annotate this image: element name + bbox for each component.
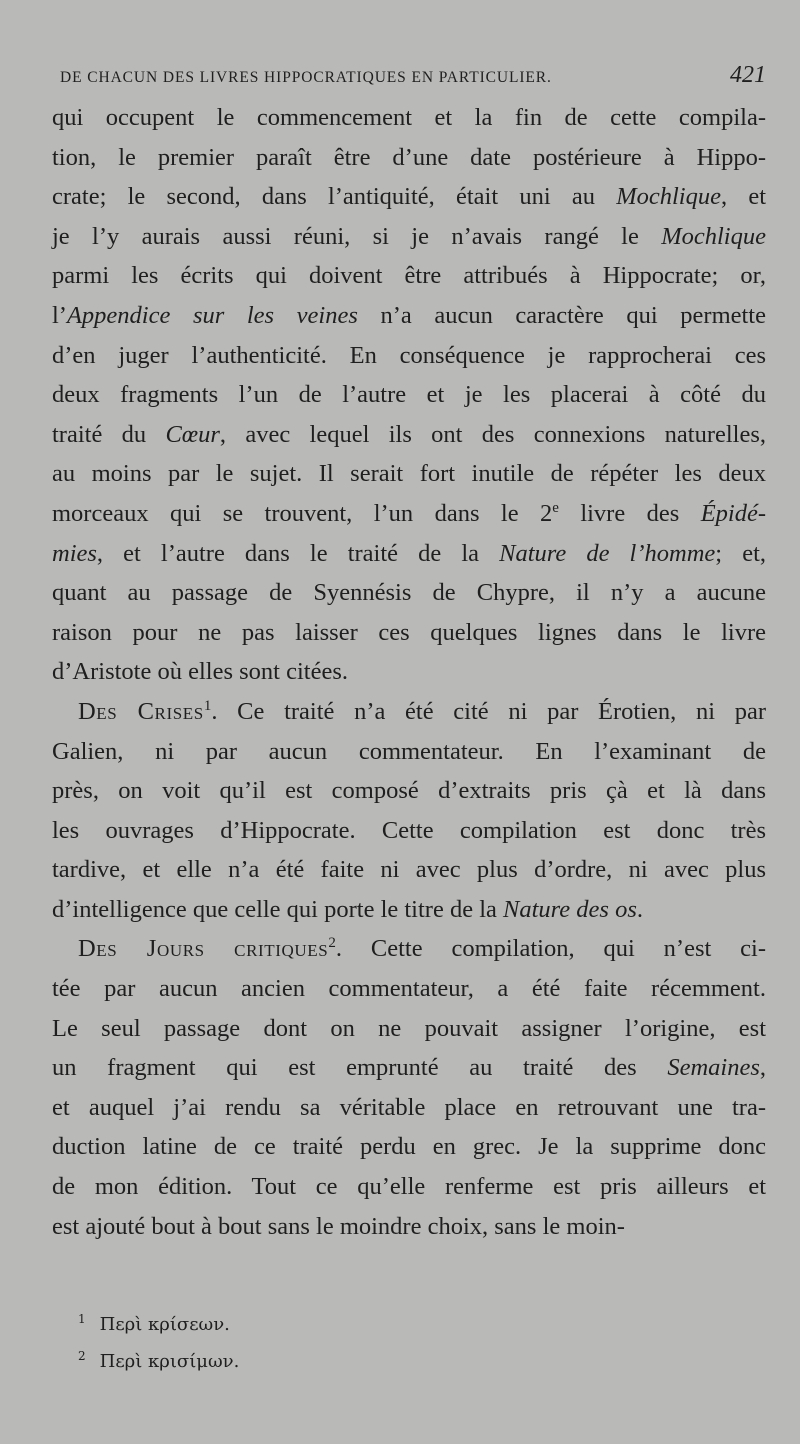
text-line — [52, 613, 766, 653]
text-run: un fragment qui est emprunté au traité des — [52, 1054, 668, 1082]
text-run: morceaux qui se trouvent, l’un dans le 2 — [52, 499, 553, 527]
text-line — [52, 177, 766, 217]
italic-text: mies — [52, 539, 97, 567]
text-run: parmi les écrits qui doivent être attribués à Hippocrate; or, — [52, 262, 766, 290]
text-line — [52, 415, 766, 455]
text-run: . — [636, 895, 643, 923]
italic-text: Semaines — [667, 1054, 760, 1082]
italic-text: Nature des os — [503, 895, 637, 923]
text-line — [52, 1167, 766, 1207]
text-run: tion, le premier paraît être d’une date postérieure à Hippo- — [52, 143, 766, 171]
text-line — [52, 138, 766, 178]
text-line — [52, 336, 766, 376]
text-line — [52, 1207, 766, 1247]
page-number: 421 — [730, 62, 766, 88]
text-line — [52, 1009, 766, 1049]
footnote-text: Περὶ κρισίμων. — [99, 1351, 240, 1372]
footnote — [78, 1306, 478, 1343]
superscript: 1 — [203, 697, 212, 714]
text-line — [52, 929, 766, 969]
text-run: deux fragments l’un de l’autre et je les placerai à côté du — [52, 381, 766, 409]
page-header — [60, 62, 766, 92]
body-text — [52, 98, 766, 1246]
running-head: DE CHACUN DES LIVRES HIPPOCRATIQUES EN PARTICULIER. — [60, 69, 552, 86]
text-line — [52, 692, 766, 732]
text-run: ; et, — [715, 539, 766, 567]
text-line — [52, 1048, 766, 1088]
text-run: Le seul passage dont on ne pouvait assigner l’origine, est — [52, 1014, 766, 1042]
superscript: 2 — [328, 935, 336, 952]
text-run: de mon édition. Tout ce qu’elle renferme est pris ailleurs et — [52, 1173, 766, 1201]
paragraph — [52, 692, 766, 930]
italic-text: Appendice sur les veines — [66, 301, 358, 329]
text-line — [52, 1088, 766, 1128]
text-line — [52, 1127, 766, 1167]
text-run: l’ — [52, 301, 67, 329]
text-line — [52, 850, 766, 890]
paragraph — [52, 98, 766, 692]
italic-text: Nature de l’homme — [499, 539, 716, 567]
footnote-mark: 1 — [78, 1312, 86, 1326]
text-line — [52, 98, 766, 138]
text-run: je l’y aurais aussi réuni, si je n’avais rangé le — [52, 222, 662, 250]
text-run: et auquel j’ai rendu sa véritable place en retrouvant une tra- — [52, 1093, 766, 1121]
superscript: e — [552, 499, 559, 516]
text-run: n’a aucun caractère qui permette — [357, 301, 766, 329]
text-line — [52, 573, 766, 613]
text-run: crate; le second, dans l’antiquité, était uni au — [52, 183, 617, 211]
text-line — [52, 256, 766, 296]
text-run: quant au passage de Syennésis de Chypre, il n’y a aucune — [52, 579, 766, 607]
text-line — [52, 534, 766, 574]
text-run: traité du — [52, 420, 166, 448]
text-line — [52, 217, 766, 257]
section-heading: Des Crises — [78, 697, 204, 725]
text-run: raison pour ne pas laisser ces quelques lignes dans le livre — [52, 618, 766, 646]
text-line — [52, 652, 766, 692]
text-run: . Ce traité n’a été cité ni par Érotien, ni par — [211, 697, 766, 725]
text-line — [52, 890, 766, 930]
text-run: d’intelligence que celle qui porte le titre de la — [52, 895, 504, 923]
text-run: est ajouté bout à bout sans le moindre choix, sans le moin- — [52, 1212, 625, 1240]
footnote-mark: 2 — [78, 1349, 86, 1363]
text-run: qui occupent le commencement et la fin de cette compila- — [52, 104, 766, 131]
text-run: d’Aristote où elles sont citées. — [52, 658, 348, 686]
footnotes — [78, 1306, 478, 1380]
text-run: près, on voit qu’il est composé d’extraits pris çà et là dans — [52, 777, 766, 805]
text-line — [52, 494, 766, 534]
text-line — [52, 375, 766, 415]
italic-text: Mochlique — [661, 222, 766, 250]
section-heading: Des Jours critiques — [78, 935, 329, 963]
paragraph — [52, 929, 766, 1246]
text-run: , — [759, 1054, 766, 1082]
text-run: tardive, et elle n’a été faite ni avec plus d’ordre, ni avec plus — [52, 856, 766, 884]
text-run: , et l’autre dans le traité de la — [96, 539, 500, 567]
text-line — [52, 969, 766, 1009]
text-line — [52, 732, 766, 772]
text-run: d’en juger l’authenticité. En conséquence je rapprocherai ces — [52, 341, 766, 369]
text-run: , et — [720, 183, 766, 211]
text-run: les ouvrages d’Hippocrate. Cette compilation est donc très — [52, 816, 766, 844]
italic-text: Cœur — [165, 420, 220, 448]
text-line — [52, 296, 766, 336]
footnote-text: Περὶ κρίσεων. — [99, 1314, 230, 1335]
text-run: livre des — [558, 499, 701, 527]
text-run: . Cette compilation, qui n’est ci- — [335, 935, 767, 963]
text-run: duction latine de ce traité perdu en grec. Je la supprime donc — [52, 1133, 766, 1161]
text-run: Galien, ni par aucun commentateur. En l’examinant de — [52, 737, 766, 765]
italic-text: Épidé- — [700, 499, 766, 527]
text-run: , avec lequel ils ont des connexions naturelles, — [219, 420, 766, 448]
text-line — [52, 771, 766, 811]
text-line — [52, 454, 766, 494]
text-run: au moins par le sujet. Il serait fort inutile de répéter les deux — [52, 460, 766, 488]
text-run: tée par aucun ancien commentateur, a été faite récemment. — [52, 975, 766, 1003]
text-line — [52, 811, 766, 851]
footnote — [78, 1343, 478, 1380]
italic-text: Mochlique — [616, 183, 721, 211]
